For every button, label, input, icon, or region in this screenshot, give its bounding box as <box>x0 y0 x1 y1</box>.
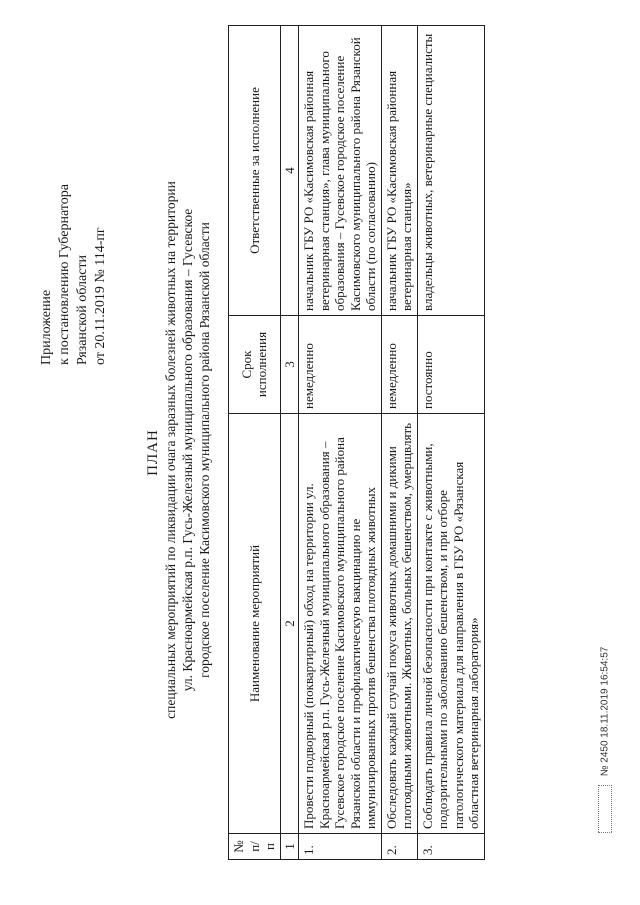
column-number: 1 <box>280 834 299 860</box>
table-header-row <box>229 26 281 860</box>
page-title: ПЛАН <box>145 429 161 476</box>
column-number: 2 <box>280 414 299 834</box>
column-number: 3 <box>280 316 299 414</box>
header-resp: Ответственные за исполнение <box>229 26 281 316</box>
row-resp: начальник ГБУ РО «Касимовская районная ветеринарная станция» <box>381 26 417 316</box>
column-number: 4 <box>280 26 299 316</box>
appendix-block <box>38 45 110 365</box>
row-name: Провести подворный (поквартирный) обход на территории ул. Красноармейская р.п. Гусь-Железный муниципального образования – Гусевское городское поселение Касимовского муниципального района Рязанской области и профилактическую вакцинацию не иммунизированных против бешенства плотоядных животных <box>299 414 382 834</box>
row-resp: владельцы животных, ветеринарные специалисты <box>417 26 484 316</box>
appendix-line: к постановлению Губернатора <box>57 184 72 365</box>
row-term: немедленно <box>299 316 382 414</box>
subtitle-line: ул. Красноармейская р.п. Гусь-Железный муниципального образования – Гусевское <box>180 208 195 692</box>
table-row <box>417 26 484 860</box>
stamp-text: № 2450 18.11.2019 16:54:57 <box>599 646 611 777</box>
header-term: Срок исполнения <box>229 316 281 414</box>
header-num: № п/п <box>229 834 281 860</box>
row-term: постоянно <box>417 316 484 414</box>
table-row <box>381 26 417 860</box>
plan-subtitle <box>162 85 213 815</box>
subtitle-line: городское поселение Касимовского муниципального района Рязанской области <box>197 222 212 678</box>
row-term: немедленно <box>381 316 417 414</box>
header-name: Наименование мероприятий <box>229 414 281 834</box>
row-name: Обследовать каждый случай покуса животных домашними и дикими плотоядными животными. Животных, больных бешенством, умерщвлять <box>381 414 417 834</box>
row-num: 1. <box>299 834 382 860</box>
registration-stamp <box>598 647 612 833</box>
column-number-row <box>280 26 299 860</box>
appendix-line: Рязанской области <box>75 254 90 365</box>
appendix-line: Приложение <box>39 289 54 365</box>
table-row <box>299 26 382 860</box>
barcode-mark <box>598 785 612 833</box>
row-num: 2. <box>381 834 417 860</box>
row-num: 3. <box>417 834 484 860</box>
subtitle-line: специальных мероприятий по ликвидации очага заразных болезней животных на территории <box>163 181 178 719</box>
row-name: Соблюдать правила личной безопасности при контакте с животными, подозрительными по заболеванию бешенством, и при отборе патологического материала для направления в ГБУ РО «Рязанская областная ветеринарная лаборатория» <box>417 414 484 834</box>
plan-table <box>228 25 485 860</box>
row-resp: начальник ГБУ РО «Касимовская районная ветеринарная станция», глава муниципального образования – Гусевское городское поселение Касимовского муниципального района Рязанской области (по согласованию) <box>299 26 382 316</box>
appendix-line: от 20.11.2019 № 114-пг <box>93 227 108 365</box>
